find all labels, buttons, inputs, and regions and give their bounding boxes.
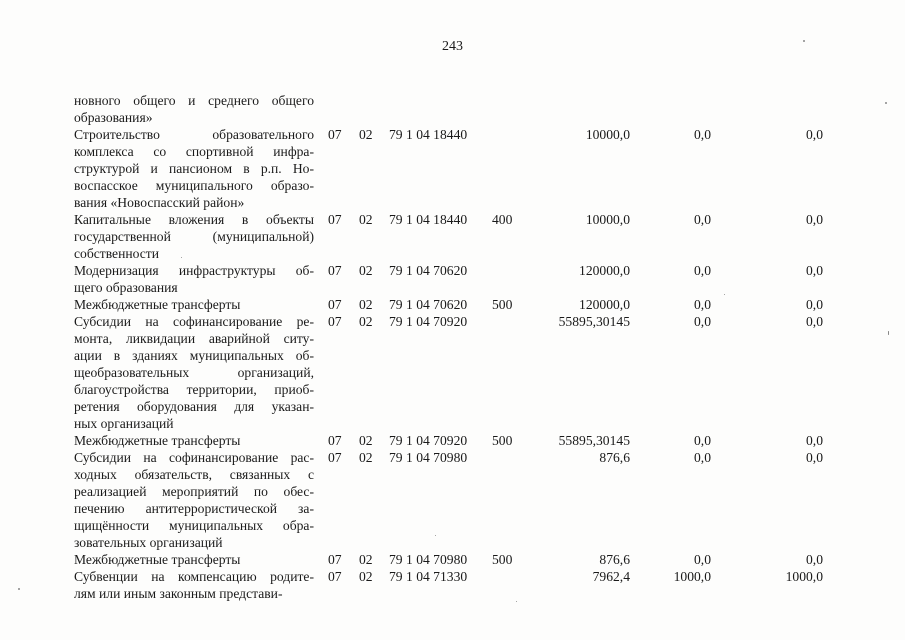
description-line: Межбюджетные трансферты [74, 433, 241, 448]
amount-year-1: 10000,0 [585, 127, 630, 142]
table-row [74, 92, 844, 126]
table-row [74, 432, 844, 449]
budget-table [74, 92, 844, 602]
section-code: 07 [328, 212, 342, 227]
table-row [74, 551, 844, 568]
expense-type-code: 400 [492, 212, 513, 227]
scan-speck [888, 331, 889, 335]
description-line: комплекса со спортивной инфра- [74, 144, 314, 159]
description-line: лям или иным законным представи- [74, 586, 283, 601]
row-description [74, 262, 314, 296]
amount-year-1: 120000,0 [579, 297, 630, 312]
target-article-code: 79 1 04 70920 [389, 433, 468, 448]
description-line: щищённости муниципальных обра- [74, 518, 314, 533]
subsection-code: 02 [359, 552, 373, 567]
description-line: щего образования [74, 280, 178, 295]
target-article-code: 79 1 04 70920 [389, 314, 468, 329]
page-number: 243 [442, 39, 463, 54]
section-code: 07 [328, 263, 342, 278]
amount-year-1: 7962,4 [592, 569, 630, 584]
amount-year-2: 0,0 [694, 314, 711, 329]
amount-year-3: 1000,0 [785, 569, 823, 584]
amount-year-3: 0,0 [806, 127, 823, 142]
amount-year-1: 10000,0 [585, 212, 630, 227]
target-article-code: 79 1 04 70620 [389, 297, 468, 312]
amount-year-2: 0,0 [694, 127, 711, 142]
amount-year-1: 876,6 [599, 552, 630, 567]
amount-year-2: 0,0 [694, 263, 711, 278]
scan-speck [803, 40, 805, 42]
row-description [74, 551, 314, 568]
description-line: собственности [74, 246, 160, 261]
amount-year-3: 0,0 [806, 263, 823, 278]
description-line: воспасское муниципального образо- [74, 178, 314, 193]
table-row [74, 313, 844, 432]
section-code: 07 [328, 450, 342, 465]
subsection-code: 02 [359, 450, 373, 465]
target-article-code: 79 1 04 70620 [389, 263, 468, 278]
description-line: ации в зданиях муниципальных об- [74, 348, 314, 363]
amount-year-3: 0,0 [806, 433, 823, 448]
subsection-code: 02 [359, 127, 373, 142]
description-line: Субсидии на софинансирование рас- [74, 450, 314, 465]
description-line: Субвенции на компенсацию родите- [74, 569, 314, 584]
target-article-code: 79 1 04 70980 [389, 552, 468, 567]
table-row [74, 568, 844, 602]
description-line: Межбюджетные трансферты [74, 552, 241, 567]
amount-year-2: 0,0 [694, 433, 711, 448]
description-line: образования» [74, 110, 153, 125]
amount-year-3: 0,0 [806, 450, 823, 465]
section-code: 07 [328, 297, 342, 312]
target-article-code: 79 1 04 71330 [389, 569, 468, 584]
table-row [74, 126, 844, 211]
table-row [74, 262, 844, 296]
subsection-code: 02 [359, 433, 373, 448]
subsection-code: 02 [359, 569, 373, 584]
description-line: государственной (муниципальной) [74, 229, 314, 244]
description-line: Строительство образовательного [74, 127, 314, 142]
scan-speck [435, 535, 436, 536]
subsection-code: 02 [359, 314, 373, 329]
expense-type-code: 500 [492, 433, 513, 448]
amount-year-2: 0,0 [694, 297, 711, 312]
amount-year-1: 120000,0 [579, 263, 630, 278]
description-line: ретения оборудования для указан- [74, 399, 314, 414]
amount-year-2: 1000,0 [673, 569, 711, 584]
description-line: Межбюджетные трансферты [74, 297, 241, 312]
table-row [74, 449, 844, 551]
description-line: монта, ликвидации аварийной ситу- [74, 331, 314, 346]
amount-year-1: 55895,30145 [558, 433, 630, 448]
table-row [74, 211, 844, 262]
description-line: печению антитеррористической за- [74, 501, 314, 516]
amount-year-2: 0,0 [694, 212, 711, 227]
scan-speck [885, 102, 887, 104]
amount-year-2: 0,0 [694, 450, 711, 465]
row-description [74, 92, 314, 126]
subsection-code: 02 [359, 297, 373, 312]
description-line: Капитальные вложения в объекты [74, 212, 314, 227]
row-description [74, 296, 314, 313]
scan-speck [18, 588, 20, 590]
amount-year-3: 0,0 [806, 297, 823, 312]
section-code: 07 [328, 127, 342, 142]
description-line: зовательных организаций [74, 535, 223, 550]
amount-year-1: 55895,30145 [558, 314, 630, 329]
section-code: 07 [328, 552, 342, 567]
description-line: Модернизация инфраструктуры об- [74, 263, 314, 278]
description-line: ходных обязательств, связанных с [74, 467, 314, 482]
description-line: щеобразовательных организаций, [74, 365, 314, 380]
section-code: 07 [328, 433, 342, 448]
table-row [74, 296, 844, 313]
scan-speck [181, 257, 182, 258]
description-line: ных организаций [74, 416, 174, 431]
expense-type-code: 500 [492, 552, 513, 567]
subsection-code: 02 [359, 263, 373, 278]
description-line: новного общего и среднего общего [74, 93, 314, 108]
target-article-code: 79 1 04 18440 [389, 127, 468, 142]
amount-year-2: 0,0 [694, 552, 711, 567]
row-description [74, 211, 314, 262]
description-line: реализацией мероприятий по обес- [74, 484, 314, 499]
amount-year-3: 0,0 [806, 212, 823, 227]
amount-year-3: 0,0 [806, 552, 823, 567]
row-description [74, 126, 314, 211]
description-line: благоустройства территории, приоб- [74, 382, 314, 397]
amount-year-1: 876,6 [599, 450, 630, 465]
expense-type-code: 500 [492, 297, 513, 312]
section-code: 07 [328, 314, 342, 329]
row-description [74, 449, 314, 551]
target-article-code: 79 1 04 18440 [389, 212, 468, 227]
description-line: Субсидии на софинансирование ре- [74, 314, 314, 329]
amount-year-3: 0,0 [806, 314, 823, 329]
row-description [74, 568, 314, 602]
row-description [74, 313, 314, 432]
section-code: 07 [328, 569, 342, 584]
description-line: структурой и пансионом в р.п. Но- [74, 161, 314, 176]
subsection-code: 02 [359, 212, 373, 227]
row-description [74, 432, 314, 449]
description-line: вания «Новоспасский район» [74, 195, 245, 210]
target-article-code: 79 1 04 70980 [389, 450, 468, 465]
scan-speck [724, 294, 725, 295]
scan-speck [516, 601, 517, 602]
